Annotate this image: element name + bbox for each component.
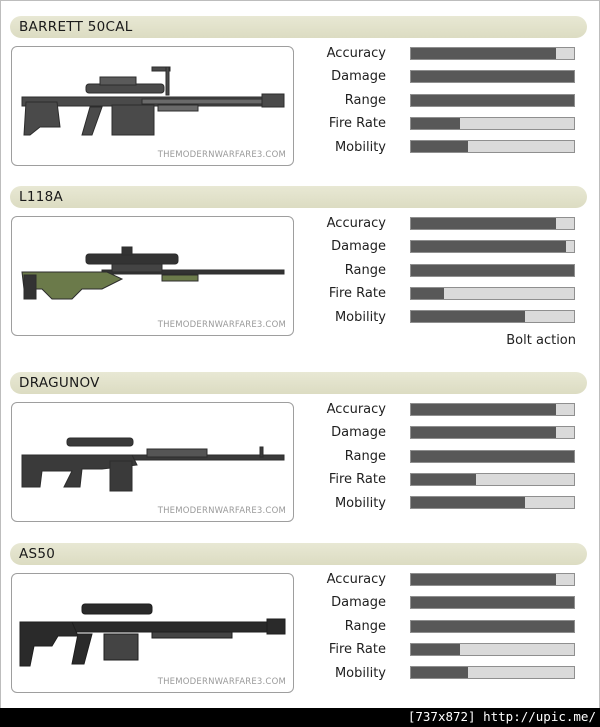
stat-fill bbox=[411, 597, 574, 608]
stat-label-mobility: Mobility bbox=[334, 496, 386, 511]
stat-bar-damage bbox=[410, 426, 575, 439]
stat-bar-fire-rate bbox=[410, 473, 575, 486]
weapon-image-frame bbox=[11, 573, 294, 693]
stat-fill bbox=[411, 427, 556, 438]
stat-label-range: Range bbox=[344, 449, 386, 464]
stat-label-damage: Damage bbox=[331, 425, 386, 440]
weapon-header bbox=[10, 16, 587, 38]
stat-bar-mobility bbox=[410, 496, 575, 509]
stat-fill bbox=[411, 218, 556, 229]
stat-bar-fire-rate bbox=[410, 287, 575, 300]
stat-label-damage: Damage bbox=[331, 69, 386, 84]
weapon-name: L118A bbox=[19, 189, 64, 205]
weapon-name: DRAGUNOV bbox=[19, 375, 100, 391]
stat-fill bbox=[411, 265, 574, 276]
stat-fill bbox=[411, 311, 525, 322]
l118a-rifle-icon bbox=[12, 217, 293, 335]
weapon-section-as50 bbox=[0, 543, 600, 713]
stat-bar-fire-rate bbox=[410, 643, 575, 656]
stat-bar-damage bbox=[410, 70, 575, 83]
stat-fill bbox=[411, 141, 468, 152]
stat-fill bbox=[411, 241, 566, 252]
barrett-rifle-icon bbox=[12, 47, 293, 165]
weapon-header bbox=[10, 543, 587, 565]
weapon-section-l118a bbox=[0, 186, 600, 356]
stat-fill bbox=[411, 667, 468, 678]
stat-label-mobility: Mobility bbox=[334, 140, 386, 155]
weapon-image-frame bbox=[11, 46, 294, 166]
stat-fill bbox=[411, 451, 574, 462]
stat-label-accuracy: Accuracy bbox=[326, 572, 386, 587]
stat-fill bbox=[411, 497, 525, 508]
weapon-header bbox=[10, 372, 587, 394]
weapon-image-frame bbox=[11, 216, 294, 336]
stat-label-mobility: Mobility bbox=[334, 666, 386, 681]
weapon-section-barrett bbox=[0, 16, 600, 186]
stat-bar-range bbox=[410, 620, 575, 633]
weapon-name: AS50 bbox=[19, 546, 56, 562]
stat-label-accuracy: Accuracy bbox=[326, 216, 386, 231]
stat-bar-fire-rate bbox=[410, 117, 575, 130]
stat-label-fire-rate: Fire Rate bbox=[328, 642, 386, 657]
stat-label-accuracy: Accuracy bbox=[326, 46, 386, 61]
weapon-note: Bolt action bbox=[506, 333, 576, 348]
stat-fill bbox=[411, 404, 556, 415]
weapon-section-dragunov bbox=[0, 372, 600, 542]
watermark: THEMODERNWARFARE3.COM bbox=[157, 320, 286, 330]
stat-label-range: Range bbox=[344, 93, 386, 108]
dragunov-rifle-icon bbox=[12, 403, 293, 521]
stat-fill bbox=[411, 48, 556, 59]
stat-fill bbox=[411, 118, 460, 129]
weapon-header bbox=[10, 186, 587, 208]
stat-bar-damage bbox=[410, 240, 575, 253]
stat-bar-mobility bbox=[410, 310, 575, 323]
stat-label-fire-rate: Fire Rate bbox=[328, 286, 386, 301]
watermark: THEMODERNWARFARE3.COM bbox=[157, 677, 286, 687]
stat-bar-range bbox=[410, 264, 575, 277]
footer-text: [737x872] http://upic.me/ bbox=[407, 709, 596, 724]
weapon-name: BARRETT 50CAL bbox=[19, 19, 133, 35]
stat-label-range: Range bbox=[344, 619, 386, 634]
watermark: THEMODERNWARFARE3.COM bbox=[157, 150, 286, 160]
stat-bar-range bbox=[410, 94, 575, 107]
stat-fill bbox=[411, 95, 574, 106]
stat-bar-accuracy bbox=[410, 403, 575, 416]
weapon-image-frame bbox=[11, 402, 294, 522]
stat-label-damage: Damage bbox=[331, 595, 386, 610]
stat-label-fire-rate: Fire Rate bbox=[328, 116, 386, 131]
stat-bar-accuracy bbox=[410, 47, 575, 60]
stat-label-range: Range bbox=[344, 263, 386, 278]
stat-fill bbox=[411, 288, 444, 299]
stat-bar-mobility bbox=[410, 666, 575, 679]
stat-bar-range bbox=[410, 450, 575, 463]
stat-bar-accuracy bbox=[410, 217, 575, 230]
stat-fill bbox=[411, 621, 574, 632]
as50-rifle-icon bbox=[12, 574, 293, 692]
stat-fill bbox=[411, 474, 476, 485]
watermark: THEMODERNWARFARE3.COM bbox=[157, 506, 286, 516]
stat-label-damage: Damage bbox=[331, 239, 386, 254]
stat-label-fire-rate: Fire Rate bbox=[328, 472, 386, 487]
stat-bar-accuracy bbox=[410, 573, 575, 586]
stat-fill bbox=[411, 574, 556, 585]
stat-fill bbox=[411, 644, 460, 655]
stat-bar-damage bbox=[410, 596, 575, 609]
image-host-footer bbox=[0, 708, 600, 727]
stat-label-mobility: Mobility bbox=[334, 310, 386, 325]
stat-bar-mobility bbox=[410, 140, 575, 153]
stat-fill bbox=[411, 71, 574, 82]
stat-label-accuracy: Accuracy bbox=[326, 402, 386, 417]
